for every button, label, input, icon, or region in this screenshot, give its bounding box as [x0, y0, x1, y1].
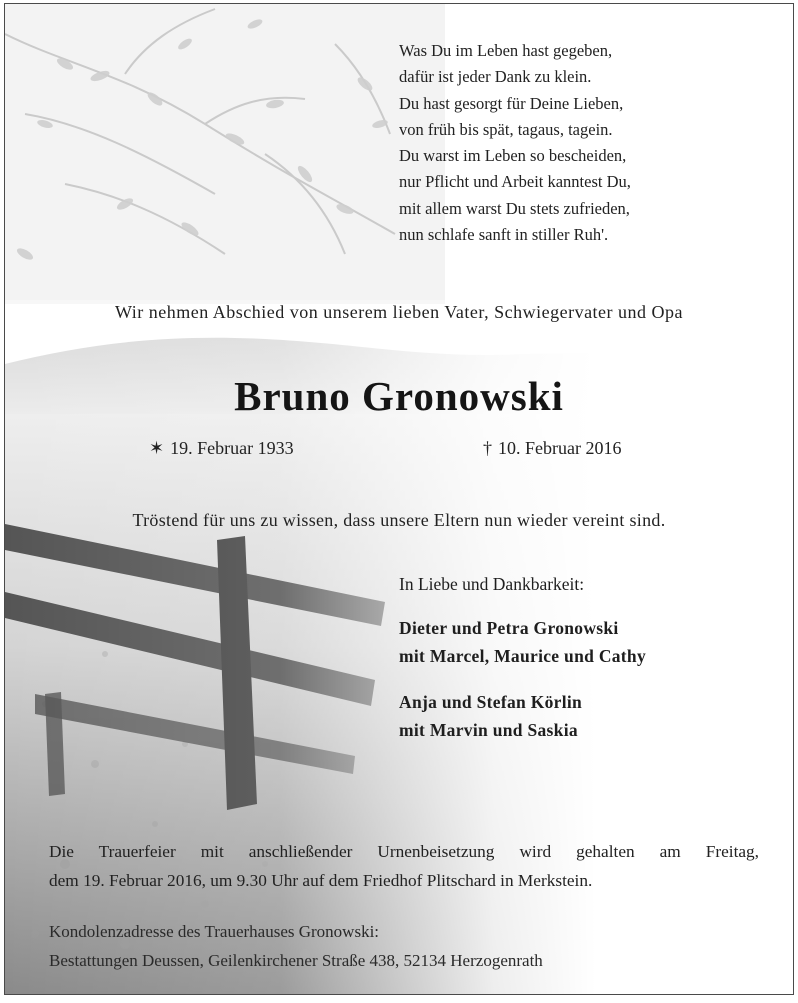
poem-line: nur Pflicht und Arbeit kanntest Du,	[399, 172, 631, 192]
poem-line: nun schlafe sanft in stiller Ruh'.	[399, 225, 609, 245]
poem-line: von früh bis spät, tagaus, tagein.	[399, 119, 613, 139]
family-group-children: mit Marvin und Saskia	[399, 720, 578, 740]
condolence-address	[49, 918, 543, 975]
poem-line: Was Du im Leben hast gegeben,	[399, 41, 613, 60]
condolence-line: Kondolenzadresse des Trauerhauses Gronowski:	[49, 922, 380, 941]
poem-line: dafür ist jeder Dank zu klein.	[399, 67, 592, 87]
death-date	[483, 438, 621, 459]
poem-line: Du hast gesorgt für Deine Lieben,	[399, 93, 624, 113]
family-group-names: Anja und Stefan Körlin	[399, 692, 583, 712]
farewell-intro: Wir nehmen Abschied von unserem lieben Vater, Schwiegervater und Opa	[114, 302, 684, 322]
comfort-sentence: Tröstend für uns zu wissen, dass unsere Eltern nun wieder vereint sind.	[132, 510, 666, 530]
family-group	[399, 614, 646, 670]
birth-star-icon: ✶	[149, 438, 165, 458]
poem-line: Du warst im Leben so bescheiden,	[399, 146, 627, 166]
condolence-line: Bestattungen Deussen, Geilenkirchener Straße 438, 52134 Herzogenrath	[49, 950, 543, 970]
death-cross-icon: †	[483, 438, 492, 458]
birth-date	[149, 438, 294, 459]
poem-line: mit allem warst Du stets zufrieden,	[399, 198, 630, 218]
family-group-children: mit Marcel, Maurice und Cathy	[399, 646, 647, 666]
birth-date-text: 19. Februar 1933	[170, 438, 294, 458]
service-line: dem 19. Februar 2016, um 9.30 Uhr auf dem Friedhof Plitschard in Merkstein.	[49, 870, 593, 890]
service-line: Die Trauerfeier mit anschließender Urnenbeisetzung wird gehalten am Freitag,	[49, 842, 759, 861]
mourning-family	[399, 574, 646, 762]
memorial-poem	[399, 38, 631, 248]
deceased-name: Bruno Gronowski	[234, 373, 564, 419]
family-group-names: Dieter und Petra Gronowski	[399, 618, 619, 638]
funeral-service-info	[49, 838, 759, 895]
family-signoff: In Liebe und Dankbarkeit:	[399, 574, 585, 594]
obituary-notice	[4, 3, 794, 995]
death-date-text: 10. Februar 2016	[498, 438, 622, 458]
family-group	[399, 688, 646, 744]
